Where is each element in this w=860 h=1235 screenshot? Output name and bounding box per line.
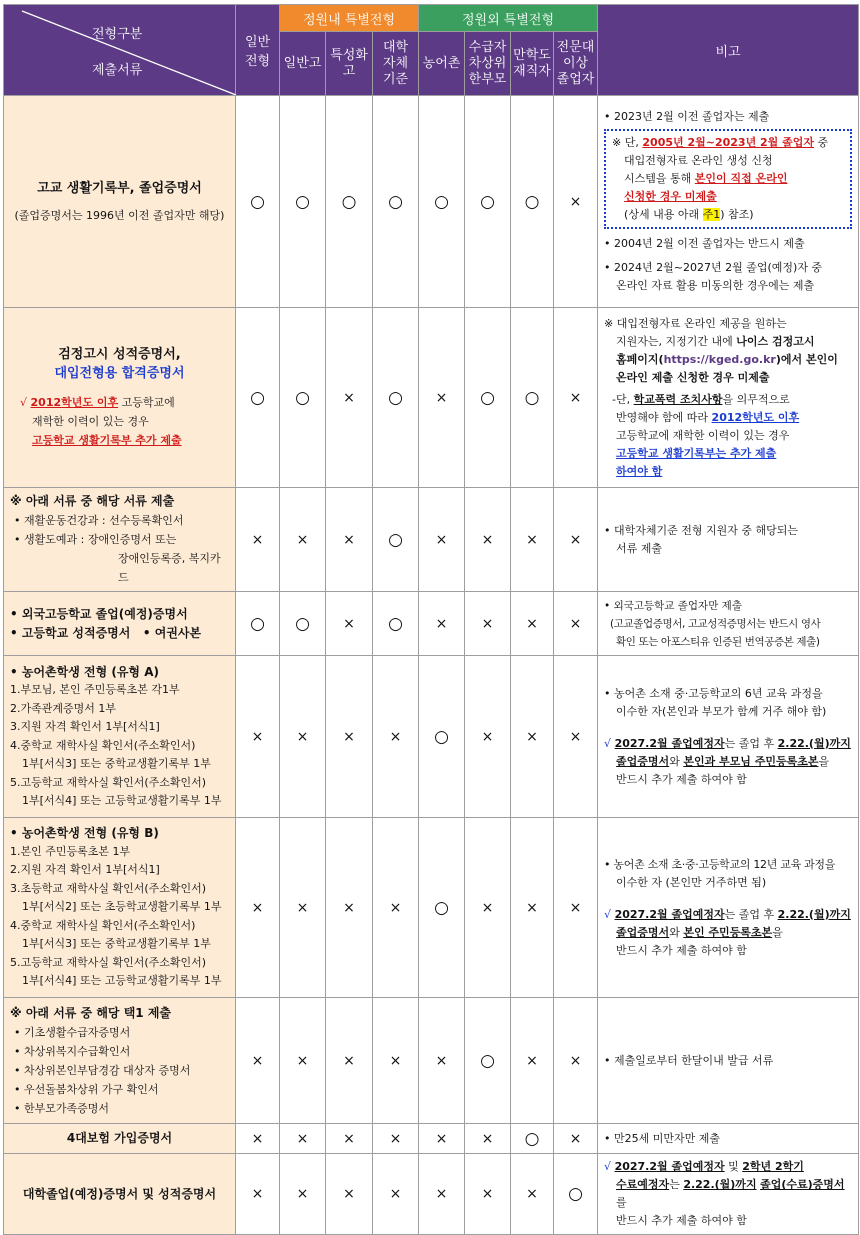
mark-cell: × bbox=[326, 656, 373, 818]
mark-cell: ○ bbox=[465, 998, 511, 1124]
mark-cell: × bbox=[236, 1124, 280, 1154]
mark-cell: × bbox=[419, 1124, 465, 1154]
doc-item: 3.초등학교 재학사실 확인서(주소확인서) bbox=[10, 881, 207, 895]
table-row bbox=[4, 656, 859, 818]
general-header: 일반 전형 bbox=[236, 5, 280, 96]
mark-cell: × bbox=[373, 998, 419, 1124]
doc-item: • 기초생활수급자증명서 bbox=[14, 1025, 131, 1039]
table-row bbox=[4, 1154, 859, 1235]
doc-title: ※ 아래 서류 중 해당 서류 제출 bbox=[10, 494, 175, 508]
remark-cell bbox=[598, 818, 859, 998]
doc-item: 1부[서식4] 또는 고등학교생활기록부 1부 bbox=[22, 794, 222, 807]
note-text: 반드시 추가 제출 하여야 함 bbox=[616, 1214, 747, 1227]
doc-title: • 외국고등학교 졸업(예정)증명서 bbox=[10, 606, 188, 621]
doc-item: 5.고등학교 재학사실 확인서(주소확인서) bbox=[10, 775, 207, 789]
mark-cell: × bbox=[554, 998, 598, 1124]
doc-item: 1.부모님, 본인 주민등록초본 각1부 bbox=[10, 683, 180, 696]
mark-cell: × bbox=[419, 1154, 465, 1235]
note-highlight: 2012학년도 이후 bbox=[711, 410, 800, 424]
mark-cell: × bbox=[236, 488, 280, 592]
note-text: 지원자는, 지정기간 내에 bbox=[616, 334, 737, 348]
mark-cell: × bbox=[419, 592, 465, 656]
note-text: 을 bbox=[772, 925, 783, 939]
doc-highlight: 고등학교 생활기록부 추가 제출 bbox=[32, 434, 182, 447]
note-text: ) 참조) bbox=[720, 208, 754, 221]
mark-cell: ○ bbox=[511, 308, 554, 488]
doc-item: 4.중학교 재학사실 확인서(주소확인서) bbox=[10, 738, 196, 752]
note-line: • 2023년 2월 이전 졸업자는 제출 bbox=[604, 110, 770, 123]
table-row bbox=[4, 998, 859, 1124]
mark-cell: ○ bbox=[554, 1154, 598, 1235]
note-highlight: 2005년 2월~2023년 2월 졸업자 bbox=[642, 136, 815, 149]
note-text: 를 bbox=[616, 1196, 627, 1209]
note-line: • 외국고등학교 졸업자만 제출 bbox=[604, 599, 742, 612]
category-bottom-label: 제출서류 bbox=[92, 63, 143, 78]
note-bold: 2.22.(월)까지 bbox=[683, 1178, 757, 1191]
note-highlight: 하여야 함 bbox=[616, 464, 663, 478]
mark-cell: × bbox=[326, 592, 373, 656]
check-mark: √ bbox=[604, 1160, 615, 1173]
col-header: 농어촌 bbox=[419, 32, 465, 96]
doc-item: • 생활도예과 : 장애인증명서 또는 bbox=[14, 533, 177, 546]
doc-title: 대학졸업(예정)증명서 및 성적증명서 bbox=[22, 1186, 217, 1201]
mark-cell: ○ bbox=[326, 96, 373, 308]
col-header: 수급자 차상위 한부모 bbox=[465, 32, 511, 96]
doc-cell bbox=[4, 1124, 236, 1154]
note-text: 반드시 추가 제출 하여야 함 bbox=[616, 772, 747, 786]
category-header bbox=[4, 5, 236, 96]
mark-cell: × bbox=[280, 656, 326, 818]
note-bold: 본인과 부모님 주민등록초본 bbox=[683, 754, 819, 768]
doc-highlight: 2012학년도 이후 bbox=[30, 396, 119, 409]
note-text: 와 bbox=[669, 925, 684, 939]
mark-cell: × bbox=[419, 308, 465, 488]
note-text: 는 bbox=[669, 1178, 684, 1191]
note-line: 이수한 자 (본인만 거주하면 됨) bbox=[616, 875, 767, 889]
doc-cell bbox=[4, 308, 236, 488]
doc-title: 고교 생활기록부, 졸업증명서 bbox=[37, 180, 202, 196]
note-bold: 2027.2월 졸업예정자 bbox=[614, 907, 725, 921]
doc-item: • 재활운동건강과 : 선수등록확인서 bbox=[14, 514, 184, 527]
doc-item: 1.본인 주민등록초본 1부 bbox=[10, 844, 131, 858]
doc-title-2: 대입전형용 합격증명서 bbox=[54, 366, 185, 381]
mark-cell: × bbox=[373, 656, 419, 818]
mark-cell: × bbox=[554, 592, 598, 656]
mark-cell: × bbox=[465, 1124, 511, 1154]
note-bold: 본인 주민등록초본 bbox=[683, 925, 773, 939]
mark-cell: × bbox=[236, 656, 280, 818]
note-line: (고교졸업증명서, 고교성적증명서는 반드시 영사 bbox=[610, 617, 821, 630]
doc-item: 5.고등학교 재학사실 확인서(주소확인서) bbox=[10, 955, 207, 969]
mark-cell: × bbox=[554, 96, 598, 308]
mark-cell: ○ bbox=[419, 818, 465, 998]
doc-item: 1부[서식3] 또는 중학교생활기록부 1부 bbox=[22, 937, 211, 951]
note-text: 는 졸업 후 bbox=[724, 736, 778, 750]
note-bold: 졸업(수료)증명서 bbox=[760, 1178, 845, 1191]
mark-cell: × bbox=[280, 488, 326, 592]
note-bold: 2027.2월 졸업예정자 bbox=[614, 1160, 725, 1173]
doc-item: 2.가족관계증명서 1부 bbox=[10, 701, 116, 715]
mark-cell: × bbox=[280, 1154, 326, 1235]
mark-cell: × bbox=[511, 1154, 554, 1235]
doc-cell bbox=[4, 818, 236, 998]
doc-item: 1부[서식3] 또는 중학교생활기록부 1부 bbox=[22, 757, 211, 770]
mark-cell: ○ bbox=[419, 656, 465, 818]
note-marker: 주1 bbox=[702, 208, 721, 221]
mark-cell: × bbox=[511, 592, 554, 656]
mark-cell: ○ bbox=[511, 96, 554, 308]
note-highlight: 고등학교 생활기록부는 추가 제출 bbox=[616, 446, 777, 460]
mark-cell: × bbox=[280, 998, 326, 1124]
doc-item: • 차상위복지수급확인서 bbox=[14, 1044, 131, 1058]
note-line: • 2024년 2월~2027년 2월 졸업(예정)자 중 bbox=[604, 261, 823, 274]
doc-cell bbox=[4, 96, 236, 308]
mark-cell: ○ bbox=[373, 308, 419, 488]
doc-title: ※ 아래 서류 중 해당 택1 제출 bbox=[10, 1005, 172, 1020]
mark-cell: ○ bbox=[236, 96, 280, 308]
remark-cell bbox=[598, 656, 859, 818]
doc-item: 4.중학교 재학사실 확인서(주소확인서) bbox=[10, 918, 196, 932]
remark-cell bbox=[598, 998, 859, 1124]
note-bold: 온라인 제출 신청한 경우 미제출 bbox=[616, 370, 770, 384]
note-bold: 수료예정자 bbox=[616, 1178, 670, 1191]
col-header: 특성화고 bbox=[326, 32, 373, 96]
mark-cell: × bbox=[236, 1154, 280, 1235]
remark-cell bbox=[598, 592, 859, 656]
doc-title: 4대보험 가입증명서 bbox=[66, 1131, 173, 1145]
doc-sub: (졸업증명서는 1996년 이전 졸업자만 해당) bbox=[14, 208, 225, 222]
mark-cell: × bbox=[326, 308, 373, 488]
note-highlight: 본인이 직접 온라인 bbox=[694, 172, 788, 185]
note-line: 온라인 자료 활용 미동의한 경우에는 제출 bbox=[616, 279, 815, 292]
doc-item: • 차상위본인부담경감 대상자 증명서 bbox=[14, 1063, 191, 1077]
table-row bbox=[4, 592, 859, 656]
note-text: 반영해야 함에 따라 bbox=[616, 410, 712, 424]
note-text: 및 bbox=[724, 1160, 743, 1173]
doc-cell bbox=[4, 488, 236, 592]
note-bold: 2.22.(월)까지 bbox=[777, 907, 851, 921]
mark-cell: ○ bbox=[280, 96, 326, 308]
mark-cell: ○ bbox=[373, 96, 419, 308]
mark-cell: × bbox=[326, 1154, 373, 1235]
mark-cell: × bbox=[236, 818, 280, 998]
mark-cell: × bbox=[511, 656, 554, 818]
mark-cell: × bbox=[465, 656, 511, 818]
doc-item: 1부[서식2] 또는 초등학교생활기록부 1부 bbox=[22, 900, 222, 914]
note-bold: )에서 본인이 bbox=[775, 352, 838, 366]
mark-cell: × bbox=[280, 818, 326, 998]
doc-item: • 한부모가족증명서 bbox=[14, 1101, 109, 1115]
mark-cell: × bbox=[326, 818, 373, 998]
note-text: 는 졸업 후 bbox=[724, 907, 778, 921]
category-top-label: 전형구분 bbox=[92, 27, 143, 42]
mark-cell: ○ bbox=[373, 488, 419, 592]
mark-cell: ○ bbox=[419, 96, 465, 308]
mark-cell: × bbox=[511, 998, 554, 1124]
mark-cell: × bbox=[554, 488, 598, 592]
mark-cell: ○ bbox=[373, 592, 419, 656]
mark-cell: × bbox=[465, 818, 511, 998]
doc-cell bbox=[4, 1154, 236, 1235]
mark-cell: ○ bbox=[236, 308, 280, 488]
mark-cell: × bbox=[511, 488, 554, 592]
mark-cell: × bbox=[554, 656, 598, 818]
note-highlight: 신청한 경우 미제출 bbox=[624, 190, 717, 203]
doc-cell bbox=[4, 592, 236, 656]
mark-cell: × bbox=[373, 1154, 419, 1235]
doc-cell bbox=[4, 656, 236, 818]
mark-cell: × bbox=[280, 1124, 326, 1154]
doc-title: • 농어촌학생 전형 (유형 A) bbox=[10, 664, 159, 679]
kged-link[interactable]: https://kged.go.kr bbox=[663, 352, 776, 366]
note-bold: 2027.2월 졸업예정자 bbox=[614, 736, 725, 750]
note-bold: 졸업증명서 bbox=[616, 754, 670, 768]
doc-item: 3.지원 자격 확인서 1부[서식1] bbox=[10, 720, 160, 733]
doc-item: • 우선돌봄차상위 가구 확인서 bbox=[14, 1082, 159, 1096]
doc-title: • 농어촌학생 전형 (유형 B) bbox=[10, 826, 159, 841]
note-text: 고등학교에 재학한 이력이 있는 경우 bbox=[616, 428, 790, 442]
col-header: 일반고 bbox=[280, 32, 326, 96]
note-line: • 대학자체기준 전형 지원자 중 해당되는 bbox=[604, 523, 799, 537]
note-line: • 만25세 미만자만 제출 bbox=[604, 1131, 721, 1145]
note-bold: 홈페이지( bbox=[616, 352, 664, 366]
document-requirements-table bbox=[3, 4, 859, 1235]
note-text: ※ 단, bbox=[612, 136, 643, 149]
col-header: 만학도 재직자 bbox=[511, 32, 554, 96]
mark-cell: × bbox=[326, 1124, 373, 1154]
check-mark: √ bbox=[604, 736, 615, 750]
within-special-header: 정원내 특별전형 bbox=[280, 5, 419, 32]
mark-cell: ○ bbox=[280, 592, 326, 656]
note-line: 이수한 자(본인과 부모가 함께 거주 해야 함) bbox=[616, 704, 827, 718]
note-text: 와 bbox=[669, 754, 684, 768]
mark-cell: × bbox=[373, 818, 419, 998]
remark-cell bbox=[598, 308, 859, 488]
mark-cell: × bbox=[465, 1154, 511, 1235]
mark-cell: ○ bbox=[465, 308, 511, 488]
doc-title: 검정고시 성적증명서, bbox=[58, 347, 181, 362]
note-text: 을 bbox=[818, 754, 830, 768]
mark-cell: × bbox=[419, 998, 465, 1124]
remarks-header: 비고 bbox=[598, 5, 859, 96]
mark-cell: ○ bbox=[236, 592, 280, 656]
note-bold: 2학년 2학기 bbox=[742, 1160, 804, 1173]
note-bold: 나이스 검정고시 bbox=[736, 334, 815, 348]
note-text: -단, bbox=[612, 392, 634, 406]
note-bold: 2.22.(월)까지 bbox=[777, 736, 851, 750]
note-text: 시스템을 통해 bbox=[624, 172, 695, 185]
note-line: • 2004년 2월 이전 졸업자는 반드시 제출 bbox=[604, 237, 805, 250]
notice-box bbox=[604, 129, 852, 229]
doc-text: 고등학교에 bbox=[118, 396, 175, 409]
note-text: 반드시 추가 제출 하여야 함 bbox=[616, 943, 747, 957]
remark-cell bbox=[598, 488, 859, 592]
mark-cell: × bbox=[465, 592, 511, 656]
note-text: 을 의무적으로 bbox=[722, 392, 790, 406]
note-line: • 농어촌 소재 초·중·고등학교의 12년 교육 과정을 bbox=[604, 857, 836, 871]
note-text: ※ 대입전형자료 온라인 제공을 원하는 bbox=[604, 316, 787, 330]
mark-cell: × bbox=[511, 818, 554, 998]
col-header: 대학 자체 기준 bbox=[373, 32, 419, 96]
diagonal-divider bbox=[4, 5, 236, 95]
doc-item: 1부[서식4] 또는 고등학교생활기록부 1부 bbox=[22, 974, 222, 988]
remark-cell bbox=[598, 1124, 859, 1154]
mark-cell: ○ bbox=[465, 96, 511, 308]
note-bold: 학교폭력 조치사항 bbox=[633, 392, 723, 406]
doc-item: 장애인등록증, 복지카드 bbox=[118, 552, 221, 584]
note-text: 대입전형자료 온라인 생성 신청 bbox=[624, 154, 773, 167]
mark-cell: × bbox=[554, 308, 598, 488]
mark-cell: ○ bbox=[280, 308, 326, 488]
note-line: • 제출일로부터 한달이내 발급 서류 bbox=[604, 1053, 774, 1067]
note-line: 서류 제출 bbox=[616, 541, 663, 555]
note-line: • 농어촌 소재 중·고등학교의 6년 교육 과정을 bbox=[604, 686, 823, 700]
col-header: 전문대 이상 졸업자 bbox=[554, 32, 598, 96]
table-row bbox=[4, 96, 859, 308]
check-mark: √ bbox=[20, 396, 31, 409]
mark-cell: × bbox=[554, 1124, 598, 1154]
note-line: 확인 또는 아포스티유 인증된 번역공증본 제출) bbox=[616, 635, 820, 648]
doc-title-2: • 고등학교 성적증명서 • 여권사본 bbox=[10, 625, 202, 640]
mark-cell: × bbox=[373, 1124, 419, 1154]
mark-cell: × bbox=[419, 488, 465, 592]
mark-cell: × bbox=[326, 488, 373, 592]
mark-cell: × bbox=[554, 818, 598, 998]
remark-cell bbox=[598, 96, 859, 308]
doc-text: 재학한 이력이 있는 경우 bbox=[32, 415, 149, 428]
mark-cell: × bbox=[236, 998, 280, 1124]
table-row bbox=[4, 818, 859, 998]
check-mark: √ bbox=[604, 907, 615, 921]
note-text: 중 bbox=[814, 136, 829, 149]
remark-cell bbox=[598, 1154, 859, 1235]
mark-cell: ○ bbox=[511, 1124, 554, 1154]
mark-cell: × bbox=[326, 998, 373, 1124]
note-text: (상세 내용 아래 bbox=[624, 208, 703, 221]
doc-item: 2.지원 자격 확인서 1부[서식1] bbox=[10, 863, 160, 877]
table-row bbox=[4, 308, 859, 488]
outside-special-header: 정원외 특별전형 bbox=[419, 5, 598, 32]
table-row bbox=[4, 1124, 859, 1154]
table-row bbox=[4, 488, 859, 592]
doc-cell bbox=[4, 998, 236, 1124]
mark-cell: × bbox=[465, 488, 511, 592]
note-bold: 졸업증명서 bbox=[616, 925, 670, 939]
